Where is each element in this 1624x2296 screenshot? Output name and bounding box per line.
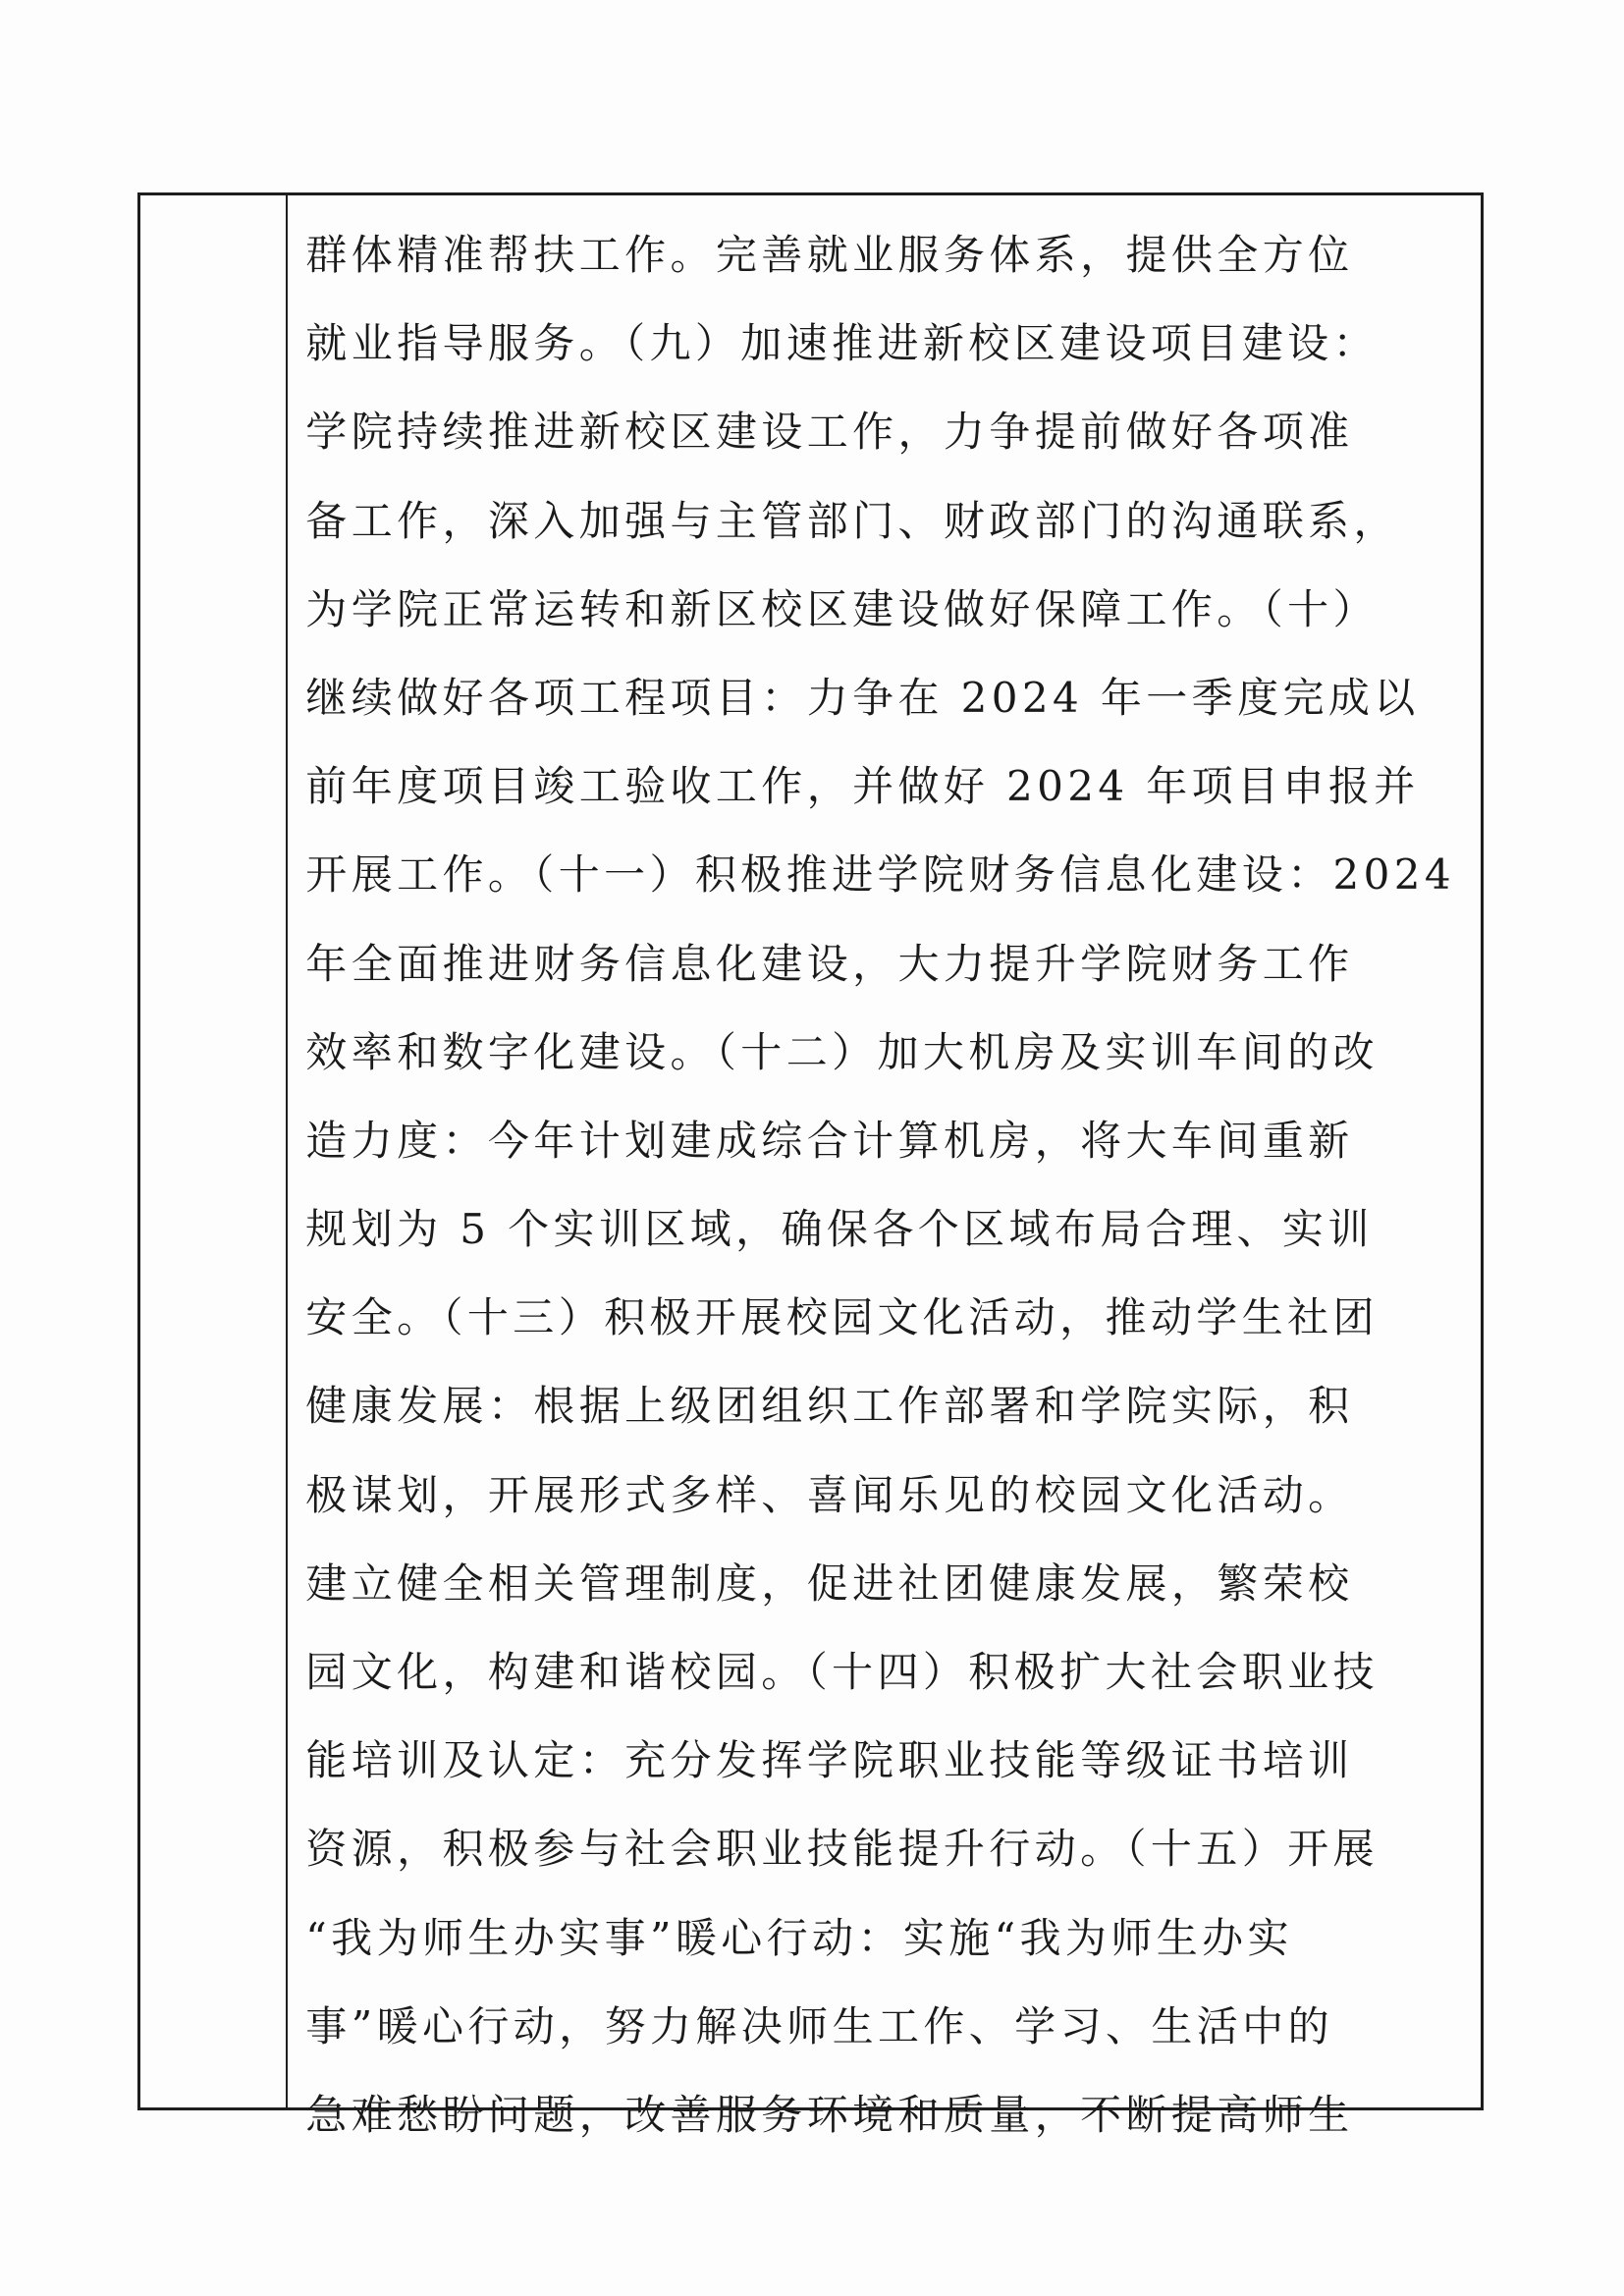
text-line: “我为师生办实事”暖心行动：实施“我为师生办实 [305, 1913, 1293, 1962]
text-line: 效率和数字化建设。（十二）加大机房及实训车间的改 [305, 1027, 1379, 1076]
text-line: 规划为 5 个实训区域，确保各个区域布局合理、实训 [305, 1205, 1374, 1254]
text-line: 资源，积极参与社会职业技能提升行动。（十五）开展 [305, 1825, 1379, 1874]
text-line: 就业指导服务。（九）加速推进新校区建设项目建设： [305, 319, 1379, 368]
text-line: 建立健全相关管理制度，促进社团健康发展，繁荣校 [305, 1558, 1354, 1608]
text-line: 前年度项目竣工验收工作，并做好 2024 年项目申报并 [305, 762, 1420, 811]
text-line: 急难愁盼问题，改善服务环境和质量，不断提高师生 [305, 2090, 1354, 2139]
text-line: 安全。（十三）积极开展校园文化活动，推动学生社团 [305, 1293, 1379, 1342]
text-line: 学院持续推进新校区建设工作，力争提前做好各项准 [305, 408, 1354, 457]
text-line: 继续做好各项工程项目：力争在 2024 年一季度完成以 [305, 673, 1420, 722]
text-line: 为学院正常运转和新区校区建设做好保障工作。（十） [305, 584, 1379, 633]
text-line: 园文化，构建和谐校园。（十四）积极扩大社会职业技 [305, 1648, 1379, 1696]
table-label-cell [140, 195, 288, 2107]
text-line: 能培训及认定：充分发挥学院职业技能等级证书培训 [305, 1736, 1354, 1785]
text-line: 开展工作。（十一）积极推进学院财务信息化建设：2024 [305, 850, 1455, 900]
table-content-cell [288, 195, 1481, 2139]
text-line: 群体精准帮扶工作。完善就业服务体系，提供全方位 [305, 231, 1354, 279]
form-table [137, 192, 1484, 2139]
text-line: 事”暖心行动，努力解决师生工作、学习、生活中的 [305, 2001, 1333, 2050]
text-line: 极谋划，开展形式多样、喜闻乐见的校园文化活动。 [305, 1470, 1354, 1519]
text-line: 造力度：今年计划建成综合计算机房，将大车间重新 [305, 1116, 1354, 1165]
text-line: 健康发展：根据上级团组织工作部署和学院实际，积 [305, 1382, 1354, 1431]
text-line: 年全面推进财务信息化建设，大力提升学院财务工作 [305, 939, 1354, 988]
text-line: 备工作，深入加强与主管部门、财政部门的沟通联系， [305, 496, 1399, 545]
